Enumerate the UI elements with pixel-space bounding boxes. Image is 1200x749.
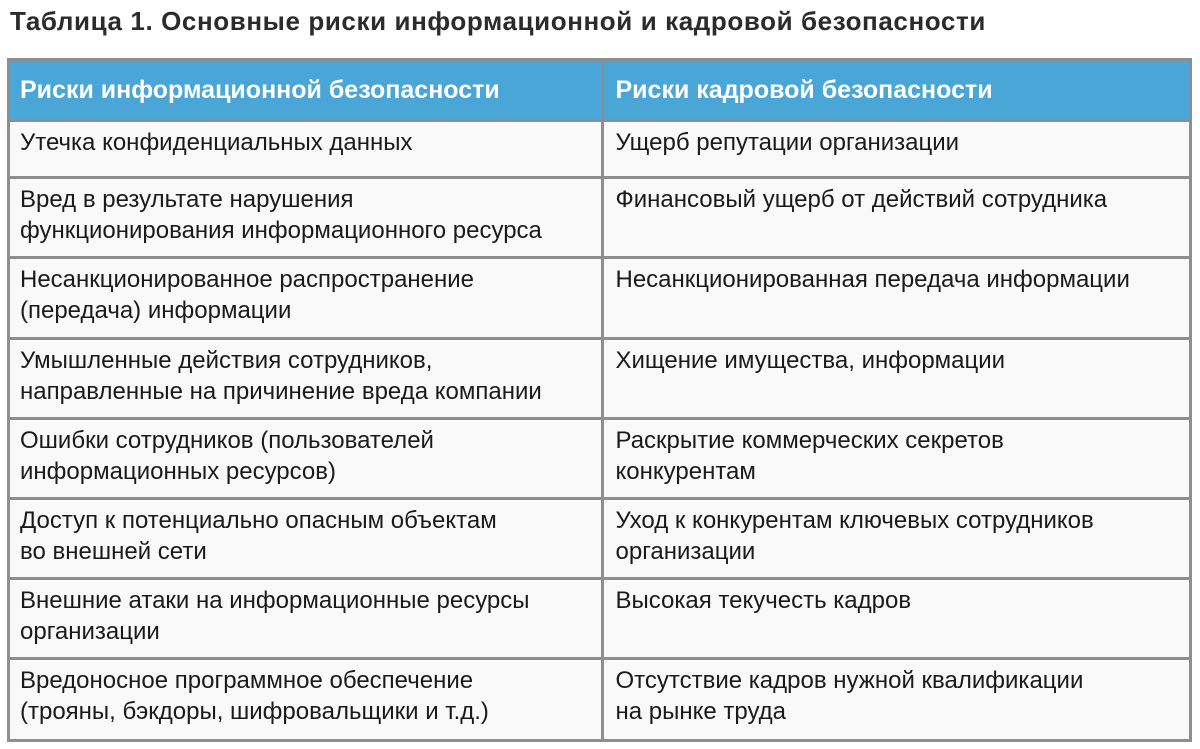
info-security-risk-cell: Доступ к потенциально опасным объектам во внешней сети <box>10 498 602 578</box>
table-row <box>10 178 1189 258</box>
personnel-security-risk-cell: Раскрытие коммерческих секретов конкурентам <box>602 418 1189 498</box>
header-info-security-risks: Риски информационной безопасности <box>10 61 602 121</box>
personnel-security-risk-cell: Уход к конкурентам ключевых сотрудников организации <box>602 498 1189 578</box>
header-personnel-security-risks: Риски кадровой безопасности <box>602 61 1189 121</box>
personnel-security-risk-cell: Хищение имущества, информации <box>602 338 1189 418</box>
info-security-risk-cell: Внешние атаки на информационные ресурсы организации <box>10 579 602 659</box>
table-row <box>10 338 1189 418</box>
info-security-risk-cell: Вредоносное программное обеспечение (трояны, бэкдоры, шифровальщики и т.д.) <box>10 659 602 739</box>
risk-table <box>10 61 1189 739</box>
table-row <box>10 659 1189 739</box>
table-row <box>10 258 1189 338</box>
info-security-risk-cell: Умышленные действия сотрудников, направленные на причинение вреда компании <box>10 338 602 418</box>
risk-table-frame <box>7 58 1192 742</box>
table-row <box>10 498 1189 578</box>
table-row <box>10 121 1189 178</box>
table-body <box>10 121 1189 740</box>
info-security-risk-cell: Утечка конфиденциальных данных <box>10 121 602 178</box>
personnel-security-risk-cell: Финансовый ущерб от действий сотрудника <box>602 178 1189 258</box>
info-security-risk-cell: Вред в результате нарушения функционирования информационного ресурса <box>10 178 602 258</box>
table-caption: Таблица 1. Основные риски информационной и кадровой безопасности <box>10 6 986 36</box>
personnel-security-risk-cell: Отсутствие кадров нужной квалификации на рынке труда <box>602 659 1189 739</box>
info-security-risk-cell: Несанкционированное распространение (передача) информации <box>10 258 602 338</box>
table-row <box>10 579 1189 659</box>
personnel-security-risk-cell: Высокая текучесть кадров <box>602 579 1189 659</box>
info-security-risk-cell: Ошибки сотрудников (пользователей информационных ресурсов) <box>10 418 602 498</box>
personnel-security-risk-cell: Несанкционированная передача информации <box>602 258 1189 338</box>
personnel-security-risk-cell: Ущерб репутации организации <box>602 121 1189 178</box>
table-header-row <box>10 61 1189 121</box>
table-row <box>10 418 1189 498</box>
